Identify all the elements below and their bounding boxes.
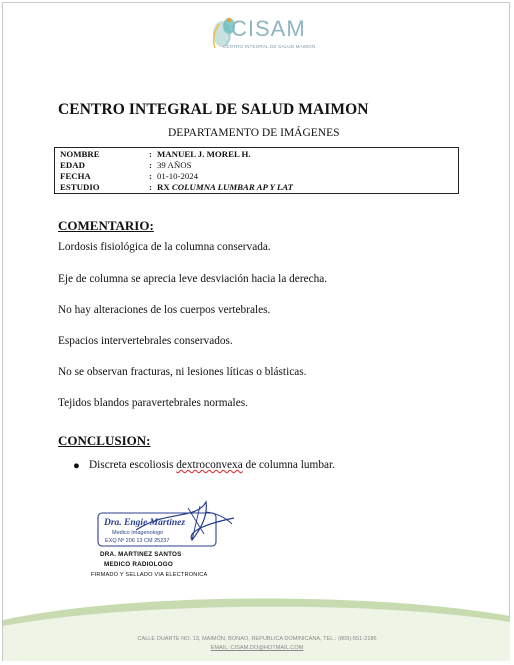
- svg-text:Medico Imagenologo: Medico Imagenologo: [112, 530, 164, 536]
- department-title: DEPARTAMENTO DE IMÁGENES: [168, 127, 340, 139]
- comment-line: Lordosis fisiológica de la columna conservada.: [58, 241, 271, 253]
- age-value: 39 AÑOS: [157, 160, 192, 170]
- page-title: CENTRO INTEGRAL DE SALUD MAIMON: [58, 101, 369, 118]
- footer-email[interactable]: EMAIL: CISAM.DO@HOTMAIL.COM: [210, 645, 304, 651]
- comment-line: Eje de columna se aprecia leve desviación hacia la derecha.: [58, 273, 328, 285]
- comment-line: No se observan fracturas, ni lesiones líticas o blásticas.: [58, 366, 307, 378]
- age-label: EDAD: [60, 160, 85, 170]
- name-value: MANUEL J. MOREL H.: [157, 149, 251, 159]
- conclusion-text-end: de columna lumbar.: [242, 459, 335, 471]
- comment-heading: COMENTARIO:: [58, 218, 154, 233]
- study-colon: :: [149, 182, 152, 192]
- svg-text:Dra. Engie Martinez: Dra. Engie Martinez: [104, 518, 186, 528]
- conclusion-heading: CONCLUSION:: [58, 433, 151, 448]
- comment-line: No hay alteraciones de los cuerpos vertebrales.: [58, 304, 271, 316]
- signature-note: FIRMADO Y SELLADO VIA ELECTRONICA: [91, 572, 208, 578]
- conclusion-text-start: Discreta escoliosis: [89, 459, 177, 471]
- age-colon: :: [149, 160, 152, 170]
- doctor-role: MEDICO RADIOLOGO: [104, 561, 173, 568]
- patient-info-box: [54, 147, 459, 194]
- date-value: 01-10-2024: [157, 171, 199, 181]
- conclusion-item: [89, 459, 335, 471]
- study-name: COLUMNA LUMBAR AP Y LAT: [171, 182, 293, 192]
- bullet-icon: ●: [73, 460, 80, 472]
- svg-text:EXQ Nº 206 13 CM 25237: EXQ Nº 206 13 CM 25237: [105, 538, 170, 544]
- signature-graphic: [96, 500, 246, 550]
- footer-address: CALLE DUARTE NO. 13, MAIMÓN, BONAO, REPUBLICA DOMINICANA, TEL.: (809)-551-2186: [137, 636, 377, 642]
- study-prefix: RX: [157, 182, 170, 192]
- comment-line: Espacios intervertebrales conservados.: [58, 335, 233, 347]
- date-label: FECHA: [60, 171, 91, 181]
- logo-tagline: CENTRO INTEGRAL DE SALUD MAIMON: [223, 44, 316, 49]
- date-colon: :: [149, 171, 152, 181]
- study-value: [157, 182, 293, 193]
- logo-brand: CISAM: [231, 16, 306, 41]
- doctor-name: DRA. MARTINEZ SANTOS: [100, 551, 182, 558]
- comment-line: Tejidos blandos paravertebrales normales.: [58, 397, 248, 409]
- name-label: NOMBRE: [60, 149, 100, 159]
- flagged-word: dextroconvexa: [176, 459, 243, 471]
- study-label: ESTUDIO: [60, 182, 100, 192]
- name-colon: :: [149, 149, 152, 159]
- signature-stamp: [96, 500, 246, 550]
